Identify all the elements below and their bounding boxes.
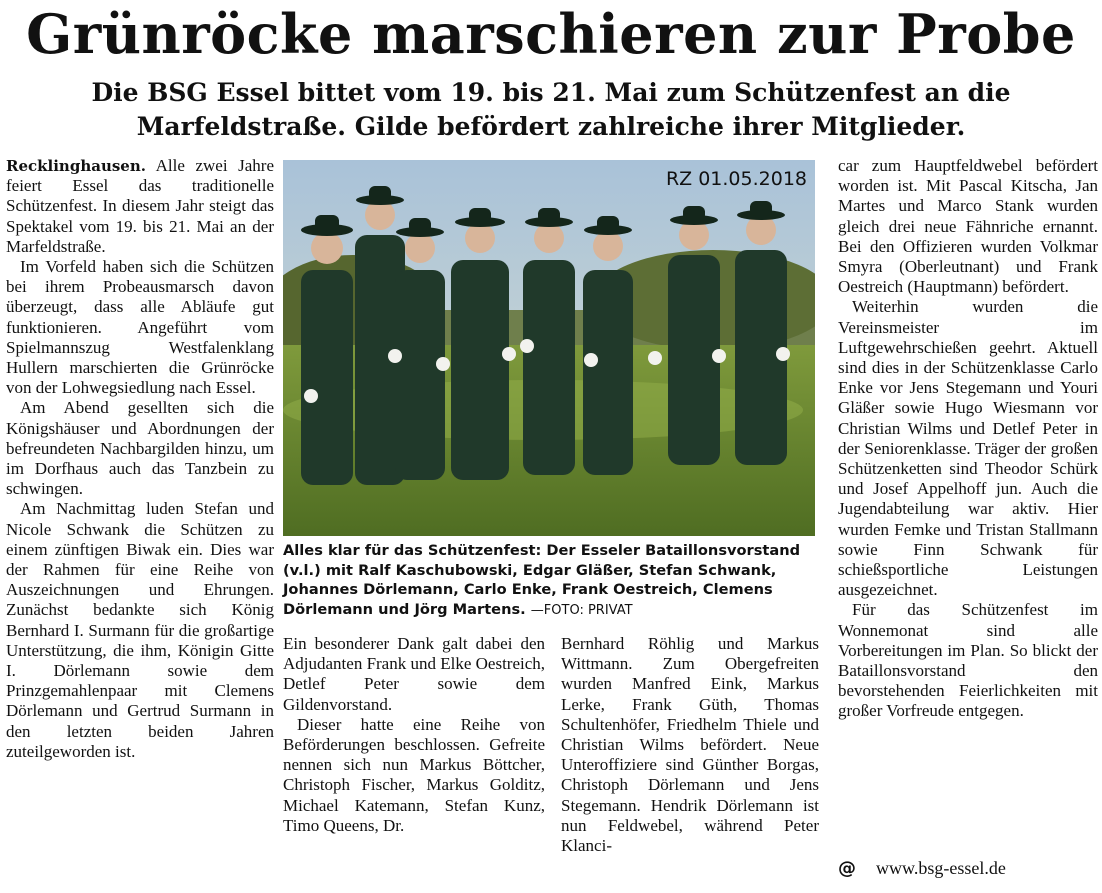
website-url[interactable]: www.bsg-essel.de xyxy=(876,858,1006,878)
photo-credit: —FOTO: PRIVAT xyxy=(530,602,633,618)
photo-illustration xyxy=(283,160,815,536)
paragraph: Am Nachmittag luden Stefan und Nicole Schwank die Schützen zu einem zünftigen Biwak ein. Dies war der Rahmen für eine Reihe von Auszeichnungen und Ehrungen. Zunächst bedankte sich König Bernhard I. Surmann für die großartige Unterstützung, die ihm, Königin Gitte I. Dörlemann sowie dem Prinzgemahlenpaar mit Clemens Dörlemann und Gertrud Surmann in den letzten beiden Jahren zuteilgeworden ist. xyxy=(6,499,274,761)
headline: Grünröcke marschieren zur Probe xyxy=(26,2,1076,66)
web-link-line xyxy=(838,858,1098,879)
dateline: Recklinghausen. xyxy=(6,157,146,175)
photo-caption xyxy=(283,541,819,620)
article-column-2 xyxy=(283,634,545,836)
paragraph xyxy=(6,156,274,257)
group-photo xyxy=(283,160,815,536)
article-column-1 xyxy=(6,156,274,762)
article-column-3 xyxy=(561,634,819,856)
paragraph-text: Alle zwei Jahre feiert Essel das traditionelle Schützenfest. In diesem Jahr steigt das Spektakel vom 19. bis 21. Mai an der Marfeldstraße. xyxy=(6,156,274,256)
paragraph: Weiterhin wurden die Vereinsmeister im Luftgewehrschießen geehrt. Aktuell sind dies in der Schützenklasse Carlo Enke vor Jens Stegemann und Youri Gläßer sowie Hugo Wiesmann vor Christian Wilms und Detlef Peter in der Seniorenklasse. Träger der großen Schützenketten sind Theodor Schürk und Josef Appelhoff jun. Auch die Jugendabteilung war aktiv. Hier wurden Femke und Tristan Stallmann sowie Finn Schwank für schießsportliche Leistungen ausgezeichnet. xyxy=(838,297,1098,600)
caption-text: Alles klar für das Schützenfest: Der Esseler Bataillonsvorstand (v.l.) mit Ralf Kaschubowski, Edgar Gläßer, Stefan Schwank, Johannes Dörlemann, Carlo Enke, Frank Oestreich, Clemens Dörlemann und Jörg Martens. xyxy=(283,542,801,618)
paragraph: Am Abend gesellten sich die Königshäuser und Abordnungen der befreundeten Nachbargilden hinzu, um im Dorfhaus auch das Tanzbein zu schwingen. xyxy=(6,398,274,499)
paragraph: Im Vorfeld haben sich die Schützen bei ihrem Probeausmarsch davon überzeugt, dass alle Abläufe gut funktionieren. Angeführt vom Spielmannszug Westfalenklang Hullern marschierten die Grünröcke von der Lohwegsiedlung nach Essel. xyxy=(6,257,274,398)
subhead-line-1: Die BSG Essel bittet vom 19. bis 21. Mai zum Schützenfest an die xyxy=(91,78,1011,107)
paragraph: Ein besonderer Dank galt dabei den Adjudanten Frank und Elke Oestreich, Detlef Peter sowie dem Gildenvorstand. xyxy=(283,634,546,714)
article-column-4 xyxy=(838,156,1098,722)
at-symbol-icon: @ xyxy=(838,858,856,879)
subheadline xyxy=(0,76,1102,144)
photo-date-stamp: RZ 01.05.2018 xyxy=(665,168,807,190)
paragraph: Dieser hatte eine Reihe von Beförderungen beschlossen. Gefreite nennen sich nun Markus Böttcher, Christoph Fischer, Markus Golditz, Michael Katemann, Stefan Kunz, Timo Queens, Dr. xyxy=(283,714,545,835)
paragraph: car zum Hauptfeldwebel befördert worden ist. Mit Pascal Kitscha, Jan Martes und Marco Stank wurden gleich drei neue Fähnriche ernannt. Bei den Offizieren wurden Volkmar Smyra (Oberleutnant) und Frank Oestreich (Hauptmann) befördert. xyxy=(838,156,1098,297)
paragraph: Bernhard Röhlig und Markus Wittmann. Zum Obergefreiten wurden Manfred Eink, Markus Lerke, Frank Güth, Thomas Schultenhöfer, Friedhelm Thiele und Christian Wilms befördert. Neue Unteroffiziere sind Günther Borgas, Christoph Dörlemann und Jens Stegemann. Hendrik Dörlemann ist nun Feldwebel, während Peter Klanci- xyxy=(561,634,819,856)
subhead-line-2: Marfeldstraße. Gilde befördert zahlreiche ihrer Mitglieder. xyxy=(136,112,966,141)
paragraph: Für das Schützenfest im Wonnemonat sind alle Vorbereitungen im Plan. So blickt der Bataillonsvorstand den bevorstehenden Feierlichkeiten mit großer Vorfreude entgegen. xyxy=(838,600,1098,721)
